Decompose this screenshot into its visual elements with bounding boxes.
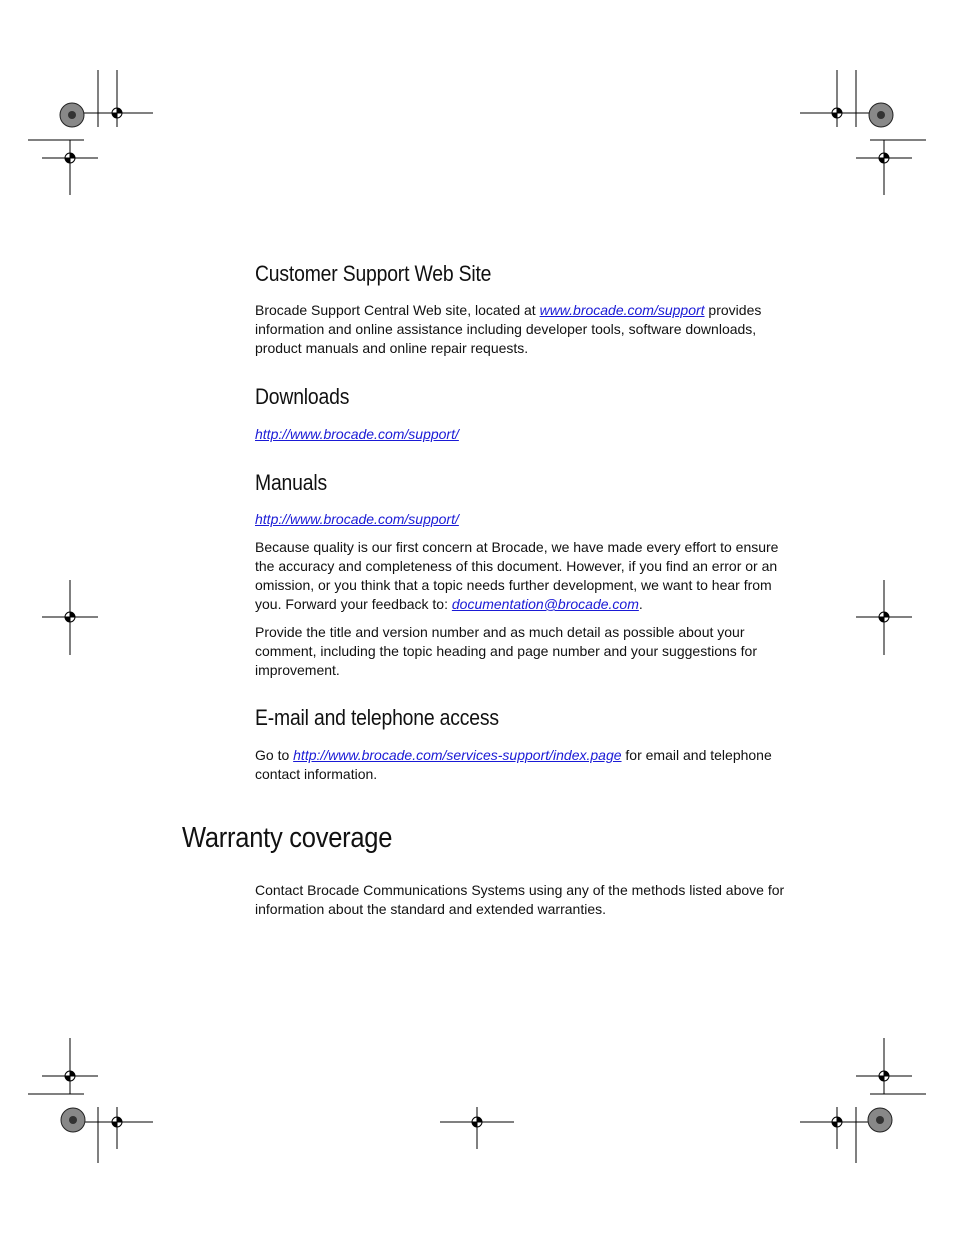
registration-mark: [28, 70, 153, 195]
feedback-paragraph: Because quality is our first concern at Brocade, we have made every effort to ensure the accuracy and completeness of this document. However, if you find an error or an omission, or you think that a topic needs further development, we want to hear from you. Forward your feedback to: documentation@brocade.com.: [255, 539, 779, 612]
feedback-detail-paragraph: Provide the title and version number and as much detail as possible about your comment, including the topic heading and page number and your suggestions for improvement.: [255, 624, 757, 678]
customer-support-heading: Customer Support Web Site: [255, 261, 492, 286]
manuals-link-paragraph: [255, 510, 459, 529]
warranty-heading: Warranty coverage: [182, 822, 393, 854]
email-phone-heading: E-mail and telephone access: [255, 705, 499, 730]
feedback-email-link[interactable]: documentation@brocade.com: [451, 596, 639, 612]
downloads-link[interactable]: http://www.brocade.com/support/: [255, 426, 459, 442]
services-support-link[interactable]: http://www.brocade.com/services-support/index.page: [293, 747, 622, 763]
manuals-link[interactable]: http://www.brocade.com/support/: [255, 511, 459, 527]
downloads-heading: Downloads: [255, 384, 350, 409]
customer-support-paragraph: Brocade Support Central Web site, located at www.brocade.com/support provides information and online assistance including developer tools, software downloads, product manuals and online repair requests.: [255, 302, 762, 356]
downloads-paragraph: [255, 425, 459, 444]
warranty-paragraph: Contact Brocade Communications Systems using any of the methods listed above for information about the standard and extended warranties.: [255, 882, 785, 917]
manuals-heading: Manuals: [255, 470, 327, 495]
support-link[interactable]: www.brocade.com/support: [539, 302, 705, 318]
email-phone-paragraph: Go to http://www.brocade.com/services-support/index.page for email and telephone contact information.: [255, 747, 772, 782]
